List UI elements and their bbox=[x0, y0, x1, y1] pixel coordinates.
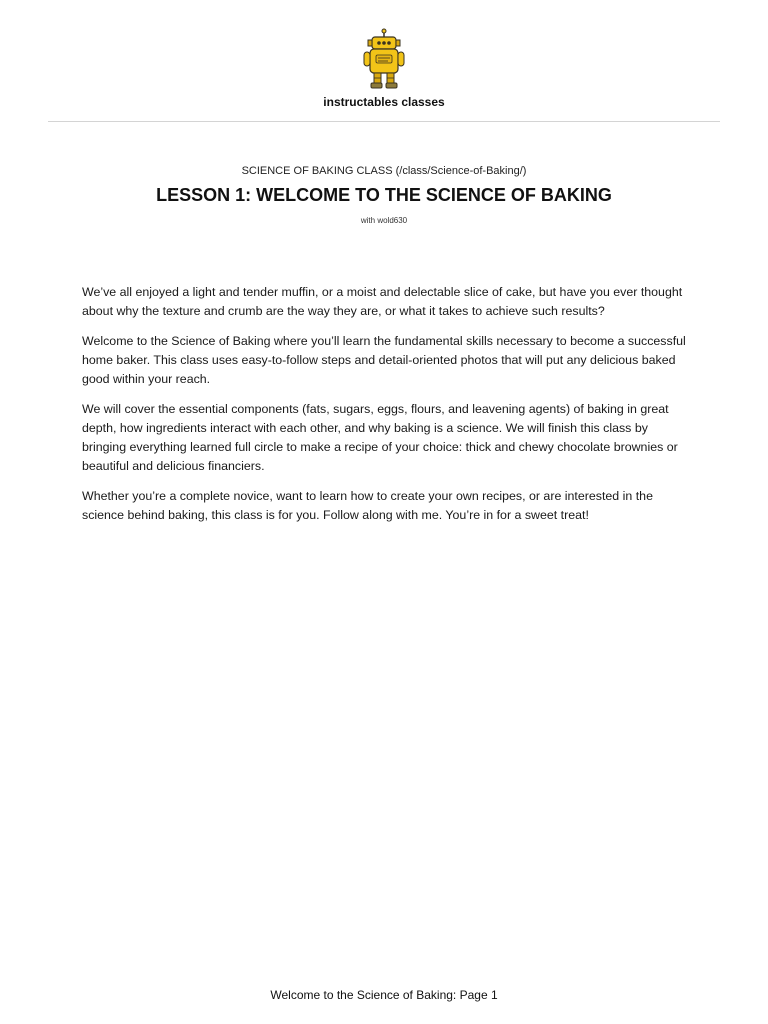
lesson-title: LESSON 1: WELCOME TO THE SCIENCE OF BAKING bbox=[156, 185, 612, 205]
brand-name: instructables classes bbox=[323, 95, 445, 109]
header-divider bbox=[48, 121, 720, 122]
body-paragraph: We will cover the essential components (fats, sugars, eggs, flours, and leavening agents) of baking in great depth, how ingredients interact with each other, and why baking is a science. We will finish this class by bringing everything learned full circle to make a recipe of your choice: thick and chewy chocolate brownies or beautiful and delicious financiers. bbox=[82, 402, 678, 473]
class-link[interactable]: SCIENCE OF BAKING CLASS (/class/Science-of-Baking/) bbox=[241, 165, 527, 177]
page-footer: Welcome to the Science of Baking: Page 1 bbox=[270, 988, 498, 1002]
instructables-robot-logo-icon bbox=[358, 28, 410, 90]
body-paragraph: We’ve all enjoyed a light and tender muffin, or a moist and delectable slice of cake, but have you ever thought about why the texture and crumb are the way they are, or what it takes to achieve such results? bbox=[82, 285, 683, 318]
body-paragraph: Whether you’re a complete novice, want to learn how to create your own recipes, or are interested in the science behind baking, this class is for you. Follow along with me. You’re in for a sweet treat! bbox=[82, 489, 653, 522]
body-paragraph: Welcome to the Science of Baking where you’ll learn the fundamental skills necessary to become a successful home baker. This class uses easy-to-follow steps and detail-oriented photos that will put any delicious baked good within your reach. bbox=[82, 334, 686, 386]
lesson-author: with wold630 bbox=[360, 216, 408, 225]
lesson-body bbox=[82, 283, 686, 536]
